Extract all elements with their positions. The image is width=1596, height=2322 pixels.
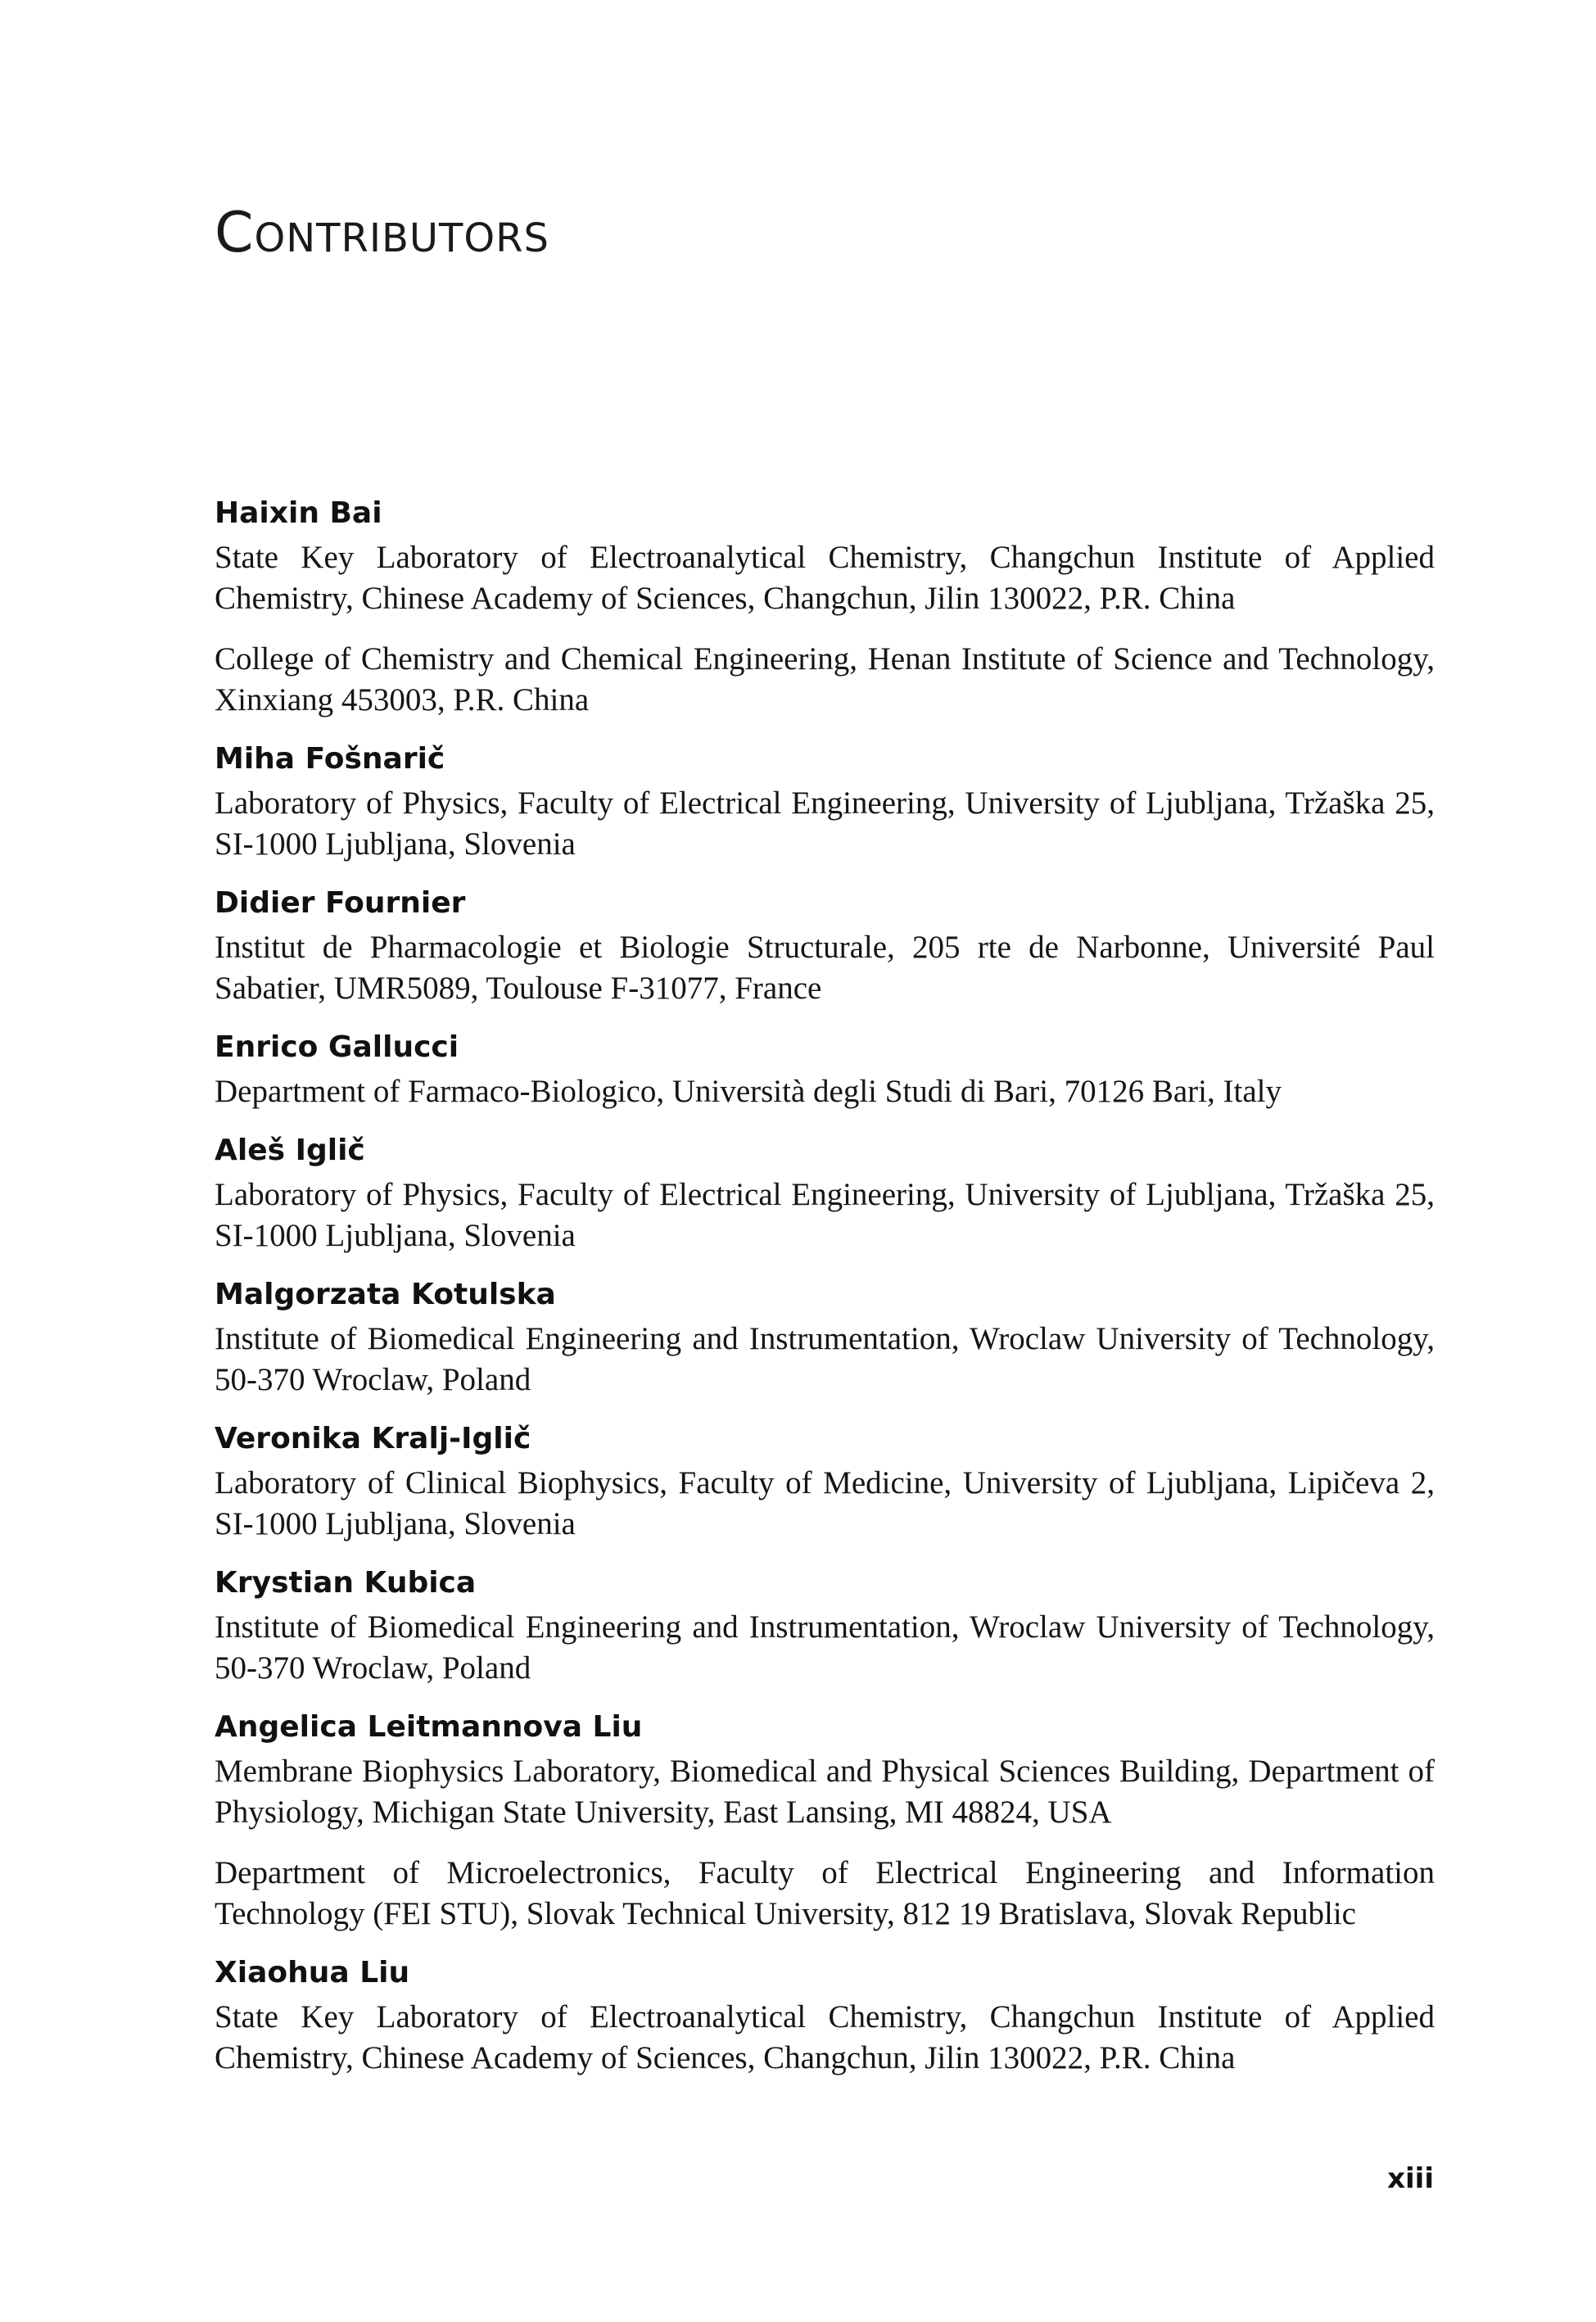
contributor-affiliation: Institut de Pharmacologie et Biologie Structurale, 205 rte de Narbonne, Université Paul Sabatier, UMR5089, Toulouse F-31077, France bbox=[215, 930, 1435, 1006]
contributor-name: Aleš Iglič bbox=[215, 1134, 365, 1167]
contributor-name: Angelica Leitmannova Liu bbox=[215, 1710, 643, 1744]
contributor-affiliation: State Key Laboratory of Electroanalytical Chemistry, Changchun Institute of Applied Chemistry, Chinese Academy of Sciences, Changchun, Jilin 130022, P.R. China bbox=[215, 540, 1435, 616]
contributor-entry bbox=[215, 880, 1435, 1009]
contributor-name: Haixin Bai bbox=[215, 496, 382, 530]
contributor-entry bbox=[215, 1024, 1435, 1112]
contributor-name: Xiaohua Liu bbox=[215, 1956, 410, 1989]
contributor-name: Didier Fournier bbox=[215, 886, 466, 920]
page-title: Contributors bbox=[215, 201, 549, 265]
contributor-affiliation: State Key Laboratory of Electroanalytical Chemistry, Changchun Institute of Applied Chemistry, Chinese Academy of Sciences, Changchun, Jilin 130022, P.R. China bbox=[215, 1999, 1435, 2075]
contributor-entry bbox=[215, 1127, 1435, 1256]
contributor-name: Krystian Kubica bbox=[215, 1566, 477, 1600]
contributor-entry bbox=[215, 490, 1435, 721]
contributor-affiliation: Department of Microelectronics, Faculty of Electrical Engineering and Information Technology (FEI STU), Slovak Technical University, 812 19 Bratislava, Slovak Republic bbox=[215, 1855, 1435, 1931]
contributor-entry bbox=[215, 1949, 1435, 2079]
contributor-affiliation: Laboratory of Clinical Biophysics, Faculty of Medicine, University of Ljubljana, Lipičeva 2, SI-1000 Ljubljana, Slovenia bbox=[215, 1465, 1435, 1541]
contributor-entry bbox=[215, 1559, 1435, 1689]
contributor-affiliation: Institute of Biomedical Engineering and Instrumentation, Wroclaw University of Technology, 50-370 Wroclaw, Poland bbox=[215, 1609, 1435, 1686]
contributor-entry bbox=[215, 736, 1435, 865]
contributor-entry bbox=[215, 1271, 1435, 1401]
contributor-list bbox=[215, 490, 1435, 2093]
contributor-entry bbox=[215, 1415, 1435, 1545]
contributor-name: Veronika Kralj-Iglič bbox=[215, 1422, 531, 1455]
contributor-affiliation: Laboratory of Physics, Faculty of Electrical Engineering, University of Ljubljana, Tržaška 25, SI-1000 Ljubljana, Slovenia bbox=[215, 1177, 1435, 1253]
contributor-affiliation: College of Chemistry and Chemical Engineering, Henan Institute of Science and Technology, Xinxiang 453003, P.R. China bbox=[215, 641, 1435, 717]
contributor-entry bbox=[215, 1704, 1435, 1935]
contributor-affiliation: Department of Farmaco-Biologico, Università degli Studi di Bari, 70126 Bari, Italy bbox=[215, 1074, 1282, 1109]
contributor-name: Enrico Gallucci bbox=[215, 1030, 459, 1064]
contributor-name: Miha Fošnarič bbox=[215, 742, 445, 776]
contributor-affiliation: Institute of Biomedical Engineering and Instrumentation, Wroclaw University of Technology, 50-370 Wroclaw, Poland bbox=[215, 1321, 1435, 1397]
contributor-affiliation: Laboratory of Physics, Faculty of Electrical Engineering, University of Ljubljana, Tržaška 25, SI-1000 Ljubljana, Slovenia bbox=[215, 785, 1435, 862]
contributor-affiliation: Membrane Biophysics Laboratory, Biomedical and Physical Sciences Building, Department of Physiology, Michigan State University, East Lansing, MI 48824, USA bbox=[215, 1754, 1435, 1830]
page-number: xiii bbox=[1387, 2162, 1434, 2195]
contributor-name: Malgorzata Kotulska bbox=[215, 1278, 556, 1311]
